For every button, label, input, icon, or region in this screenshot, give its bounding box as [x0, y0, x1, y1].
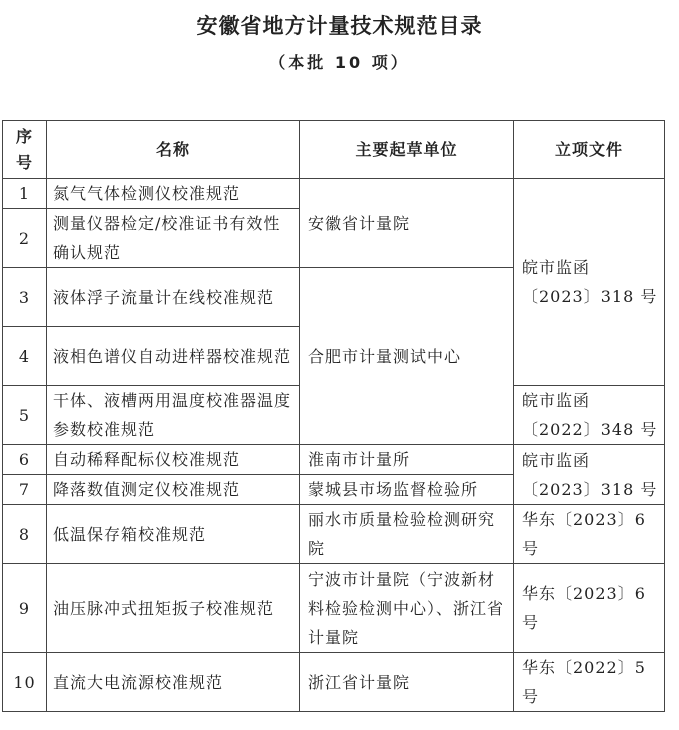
row-name: 液相色谱仪自动进样器校准规范 — [47, 327, 300, 386]
row-seq: 6 — [3, 445, 47, 475]
catalog-table — [2, 120, 665, 712]
row-file: 华东〔2022〕5 号 — [514, 653, 665, 712]
row-seq: 4 — [3, 327, 47, 386]
header-name: 名称 — [47, 121, 300, 179]
header-unit: 主要起草单位 — [300, 121, 514, 179]
row-name: 氮气气体检测仪校准规范 — [47, 179, 300, 209]
row-name: 直流大电流源校准规范 — [47, 653, 300, 712]
row-unit: 浙江省计量院 — [300, 653, 514, 712]
row-name: 油压脉冲式扭矩扳子校准规范 — [47, 564, 300, 653]
table-row — [3, 505, 665, 564]
row-seq: 3 — [3, 268, 47, 327]
row-seq: 7 — [3, 475, 47, 505]
row-unit: 蒙城县市场监督检验所 — [300, 475, 514, 505]
table-header-row — [3, 121, 665, 179]
row-unit: 合肥市计量测试中心 — [300, 268, 514, 445]
row-file: 皖市监函〔2022〕348 号 — [514, 386, 665, 445]
row-name: 测量仪器检定/校准证书有效性确认规范 — [47, 209, 300, 268]
page-title: 安徽省地方计量技术规范目录 — [196, 14, 483, 38]
row-unit: 丽水市质量检验检测研究院 — [300, 505, 514, 564]
row-name: 干体、液槽两用温度校准器温度参数校准规范 — [47, 386, 300, 445]
row-unit: 安徽省计量院 — [300, 179, 514, 268]
row-name: 自动稀释配标仪校准规范 — [47, 445, 300, 475]
row-seq: 8 — [3, 505, 47, 564]
row-seq: 2 — [3, 209, 47, 268]
row-file: 华东〔2023〕6 号 — [514, 564, 665, 653]
row-name: 降落数值测定仪校准规范 — [47, 475, 300, 505]
table-row — [3, 653, 665, 712]
table-row — [3, 564, 665, 653]
table-row — [3, 179, 665, 209]
row-seq: 5 — [3, 386, 47, 445]
row-name: 低温保存箱校准规范 — [47, 505, 300, 564]
row-file: 皖市监函〔2023〕318 号 — [514, 179, 665, 386]
header-seq: 序号 — [3, 121, 47, 179]
row-unit: 宁波市计量院（宁波新材料检验检测中心）、浙江省计量院 — [300, 564, 514, 653]
table-row — [3, 445, 665, 475]
row-file: 皖市监函〔2023〕318 号 — [514, 445, 665, 505]
row-name: 液体浮子流量计在线校准规范 — [47, 268, 300, 327]
row-seq: 10 — [3, 653, 47, 712]
header-file: 立项文件 — [514, 121, 665, 179]
page-subtitle: （本批 10 项） — [269, 53, 410, 72]
row-seq: 1 — [3, 179, 47, 209]
row-seq: 9 — [3, 564, 47, 653]
row-file: 华东〔2023〕6 号 — [514, 505, 665, 564]
row-unit: 淮南市计量所 — [300, 445, 514, 475]
